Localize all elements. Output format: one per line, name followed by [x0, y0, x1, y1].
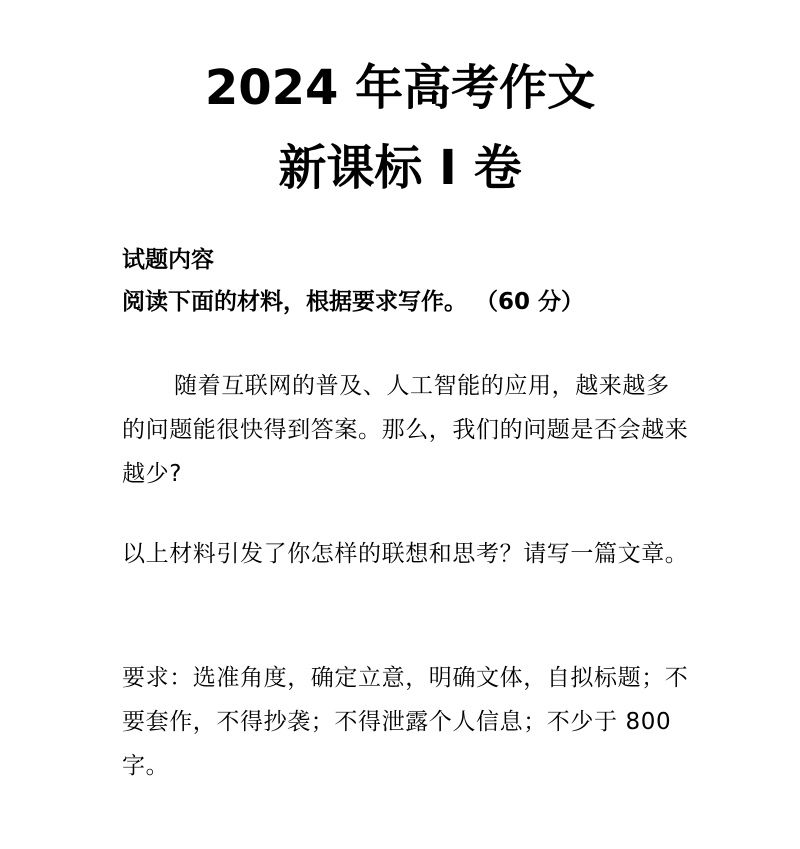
page-subtitle: 新课标 I 卷: [278, 140, 522, 196]
requirements-paragraph: 要求：选准角度，确定立意，明确文体，自拟标题；不要套作，不得抄袭；不得泄露个人信息；不少于 800 字。: [122, 665, 689, 779]
prompt-paragraph: 以上材料引发了你怎样的联想和思考？请写一篇文章。: [122, 541, 689, 567]
material-paragraph: 随着互联网的普及、人工智能的应用，越来越多的问题能很快得到答案。那么，我们的问题是否会越来越少?: [122, 373, 689, 487]
instruction-text: 阅读下面的材料，根据要求写作。 （60 分）: [122, 289, 585, 315]
page-title: 2024 年高考作文: [204, 60, 596, 116]
section-label: 试题内容: [122, 247, 214, 273]
